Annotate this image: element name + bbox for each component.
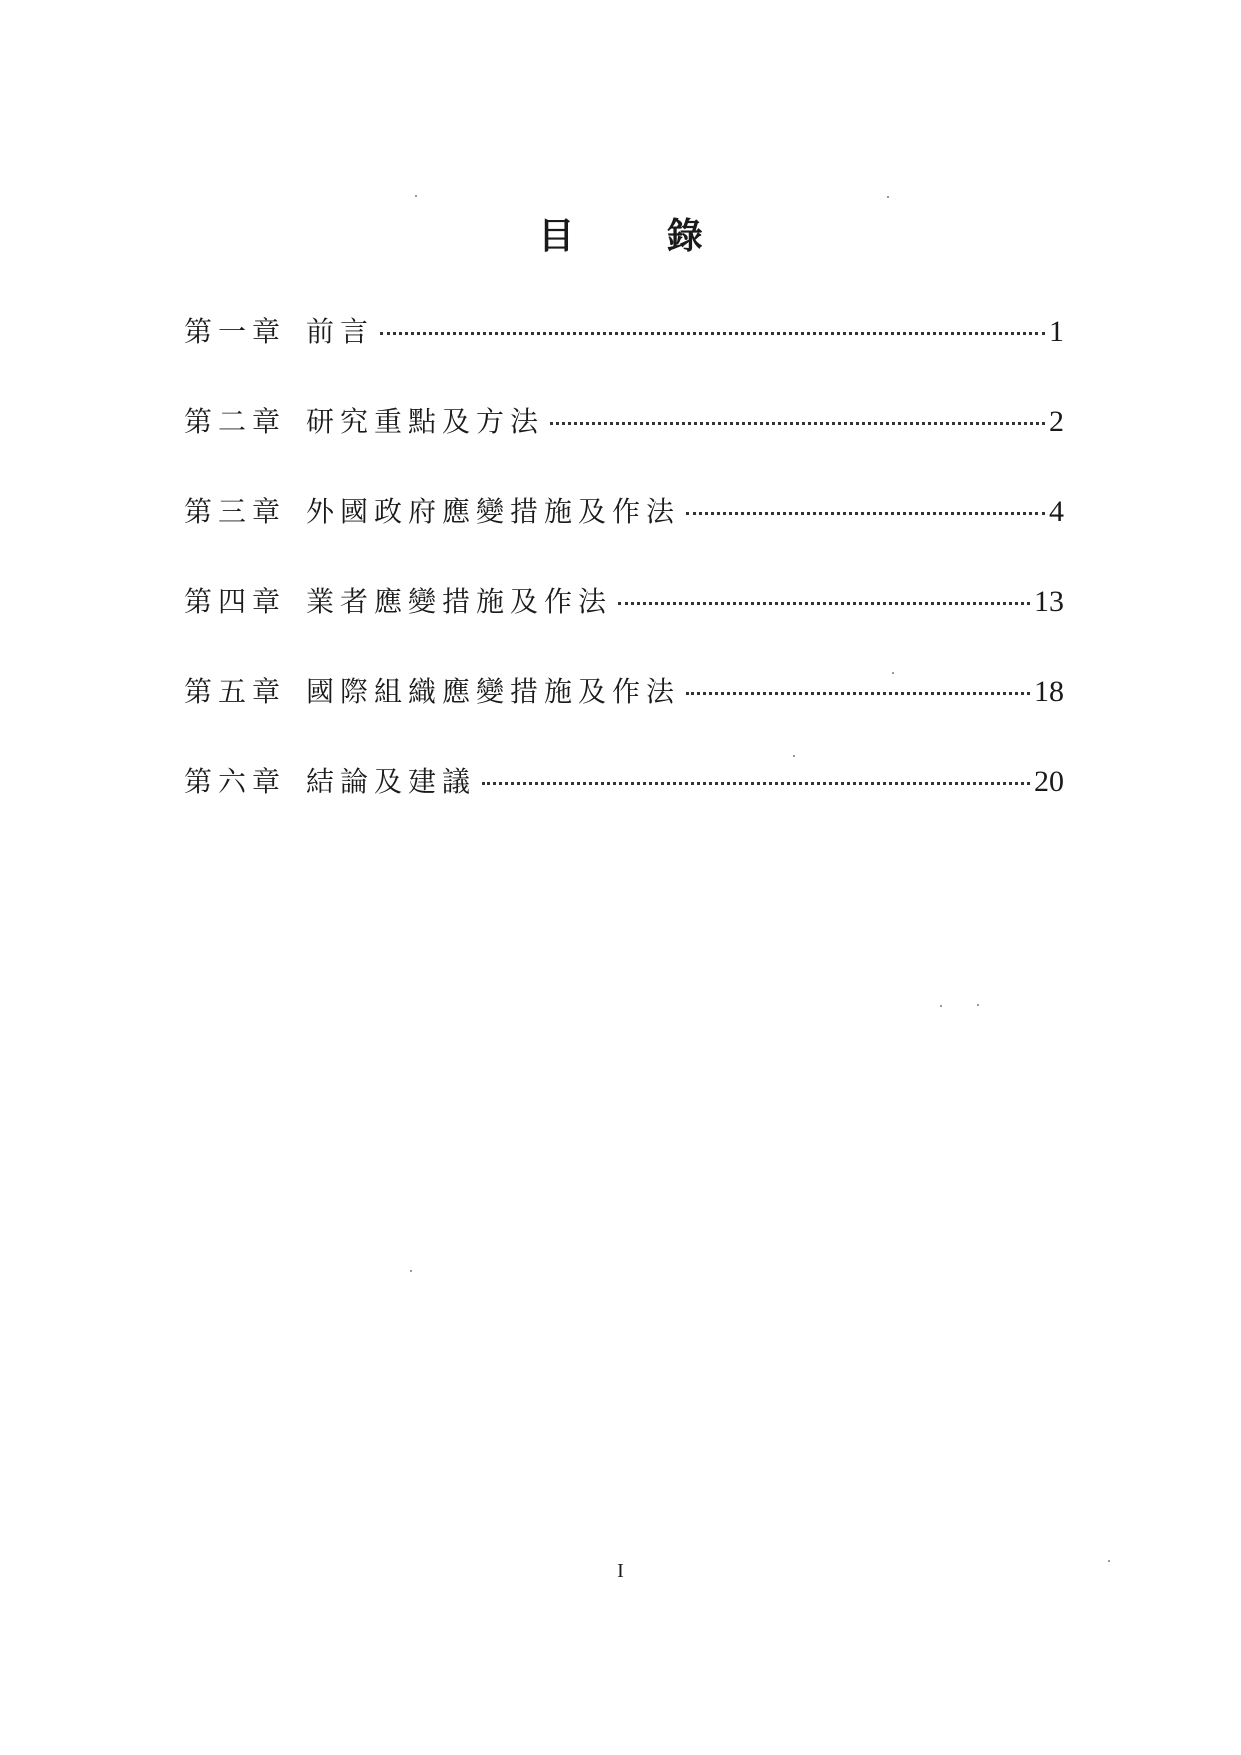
scan-speck bbox=[977, 1004, 979, 1006]
page-title: 目 錄 bbox=[538, 215, 743, 257]
toc-chapter-number: 第六章 bbox=[184, 765, 287, 798]
dot-leader bbox=[482, 781, 1030, 785]
toc-page-number: 4 bbox=[1049, 495, 1064, 528]
dot-leader bbox=[380, 331, 1045, 335]
toc-chapter-number: 第三章 bbox=[184, 495, 287, 528]
dot-leader bbox=[686, 511, 1045, 515]
toc-entry[interactable] bbox=[184, 492, 1064, 582]
toc-entry[interactable] bbox=[184, 762, 1064, 852]
dot-leader bbox=[686, 691, 1030, 695]
toc-chapter-number: 第一章 bbox=[184, 315, 287, 348]
toc-chapter-number: 第二章 bbox=[184, 405, 287, 438]
scan-speck bbox=[410, 1270, 412, 1272]
toc-page-number: 20 bbox=[1034, 765, 1064, 798]
table-of-contents bbox=[184, 312, 1064, 852]
toc-entry[interactable] bbox=[184, 582, 1064, 672]
toc-chapter-title: 結論及建議 bbox=[306, 765, 477, 798]
scan-speck bbox=[1108, 1560, 1110, 1562]
toc-page-number: 13 bbox=[1034, 585, 1064, 618]
toc-chapter-title: 外國政府應變措施及作法 bbox=[306, 495, 681, 528]
scan-speck bbox=[940, 1005, 942, 1007]
toc-page-number: 18 bbox=[1034, 675, 1064, 708]
toc-entry[interactable] bbox=[184, 402, 1064, 492]
scan-speck bbox=[793, 755, 795, 757]
toc-chapter-title: 研究重點及方法 bbox=[306, 405, 545, 438]
toc-entry[interactable] bbox=[184, 312, 1064, 402]
toc-chapter-number: 第四章 bbox=[184, 585, 287, 618]
toc-entry[interactable] bbox=[184, 672, 1064, 762]
toc-page-number: 2 bbox=[1049, 405, 1064, 438]
toc-chapter-title: 前言 bbox=[306, 315, 375, 348]
dot-leader bbox=[550, 421, 1045, 425]
toc-chapter-number: 第五章 bbox=[184, 675, 287, 708]
toc-chapter-title: 國際組織應變措施及作法 bbox=[306, 675, 681, 708]
scan-speck bbox=[415, 195, 417, 197]
page-number: I bbox=[617, 1560, 624, 1582]
scan-speck bbox=[892, 672, 894, 674]
scan-speck bbox=[887, 196, 889, 198]
dot-leader bbox=[618, 601, 1030, 605]
toc-chapter-title: 業者應變措施及作法 bbox=[306, 585, 613, 618]
toc-page-number: 1 bbox=[1049, 315, 1064, 348]
